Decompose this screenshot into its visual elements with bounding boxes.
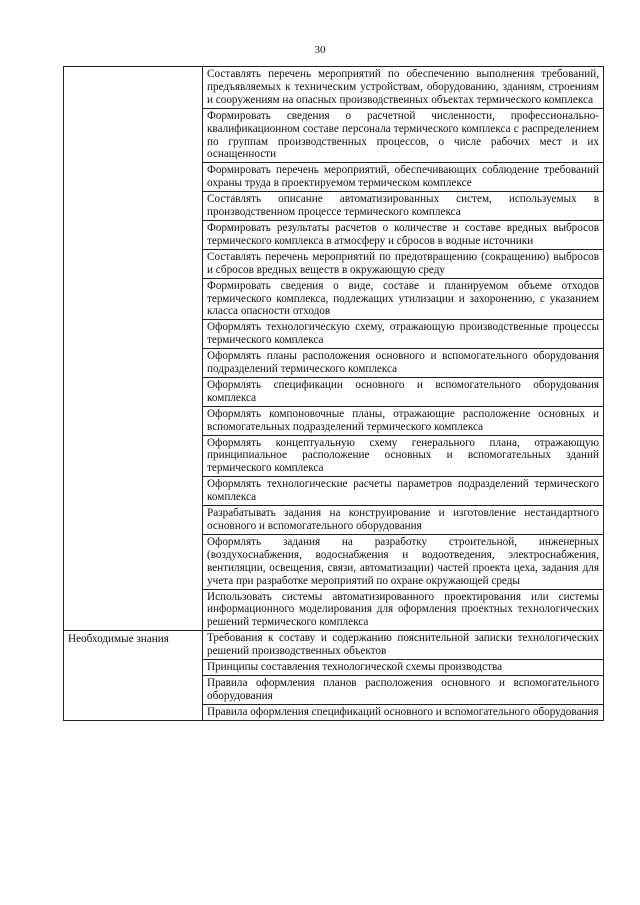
knowledge-item-text: Правила оформления планов расположения основного и вспомогательного оборудования (203, 675, 604, 704)
actions-item-text: Оформлять задания на разработку строительной, инженерных (воздухоснабжения, водоснабжения и водоотведения, электроснабжения, вентиляции, освещения, связи, автоматизации) частей проекта цеха, задания для учета при разработке мероприятий по охране окружающей среды (203, 534, 604, 589)
actions-label (68, 68, 198, 69)
actions-item-text: Формировать результаты расчетов о количестве и составе вредных выбросов термического комплекса в атмосферу и сбросов в водные источники (203, 220, 604, 249)
actions-item-text: Составлять перечень мероприятий по обеспечению выполнения требований, предъявляемых к техническим устройствам, оборудованию, зданиям, строениям и сооружениям на опасных производственных объектах термического комплекса (203, 67, 604, 109)
actions-label-cell (64, 67, 203, 631)
actions-item-text: Составлять перечень мероприятий по предотвращению (сокращению) выбросов и сбросов вредных веществ в окружающую среду (203, 249, 604, 278)
actions-item-text: Формировать сведения о виде, составе и планируемом объеме отходов термического комплекса, подлежащих утилизации и захоронению, с указанием класса опасности отходов (203, 278, 604, 320)
knowledge-item-text: Принципы составления технологической схемы производства (203, 660, 604, 676)
actions-item-text: Оформлять компоновочные планы, отражающие расположение основных и вспомогательных подразделений термического комплекса (203, 406, 604, 435)
knowledge-label-cell (64, 631, 203, 720)
requirements-table (63, 66, 604, 721)
knowledge-item-text: Требования к составу и содержанию пояснительной записки технологических решений производственных объектов (203, 631, 604, 660)
knowledge-label: Необходимые знания (68, 633, 169, 646)
actions-item-text: Оформлять концептуальную схему генерального плана, отражающую принципиальное расположение основных и вспомогательных зданий термического комплекса (203, 435, 604, 477)
actions-item-text: Составлять описание автоматизированных систем, используемых в производственном процессе термического комплекса (203, 192, 604, 221)
actions-item-text: Формировать перечень мероприятий, обеспечивающих соблюдение требований охраны труда в проектируемом термическом комплексе (203, 163, 604, 192)
knowledge-row (64, 631, 604, 660)
knowledge-item-text: Правила оформления спецификаций основного и вспомогательного оборудования (203, 704, 604, 720)
actions-item-text: Разрабатывать задания на конструирование и изготовление нестандартного основного и вспомогательного оборудования (203, 506, 604, 535)
actions-item-text: Формировать сведения о расчетной численности, профессионально-квалификационном составе персонала термического комплекса с распределением по группам производственных процессов, о числе рабочих мест и их оснащенности (203, 108, 604, 163)
page-number: 30 (314, 44, 326, 56)
actions-item-text: Использовать системы автоматизированного проектирования или системы информационного моделирования для оформления проектных технологических решений термического комплекса (203, 589, 604, 631)
actions-item-text: Оформлять планы расположения основного и вспомогательного оборудования подразделений термического комплекса (203, 349, 604, 378)
actions-item-text: Оформлять технологические расчеты параметров подразделений термического комплекса (203, 477, 604, 506)
actions-item-text: Оформлять технологическую схему, отражающую производственные процессы термического комплекса (203, 320, 604, 349)
actions-item-text: Оформлять спецификации основного и вспомогательного оборудования комплекса (203, 377, 604, 406)
actions-row (64, 67, 604, 109)
